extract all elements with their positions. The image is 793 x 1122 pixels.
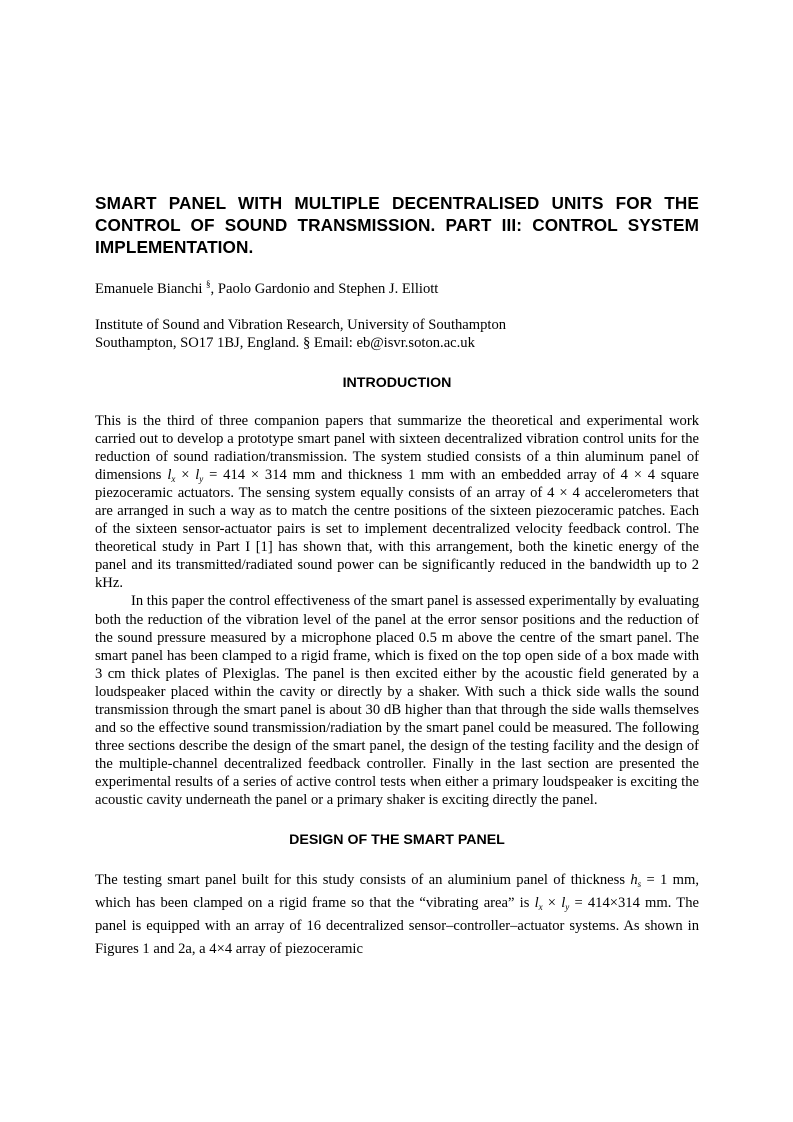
text-run: This is the third of three companion papers that summarize the theoretical and experimental work carried out to develop a prototype smart panel with sixteen decentralized vibration control units for the reduction of sound radiation/transmission. The system studied consists of a thin aluminum panel of dimensions <box>95 413 699 484</box>
author-rest: , Paolo Gardonio and Stephen J. Elliott <box>210 281 439 297</box>
text-run: . The panel is equipped with an array of 16 decentralized sensor–controller–actuator systems. As shown in Figures 1 and 2a, a 4×4 array of piezoceramic <box>95 895 699 958</box>
math-value: = 414×314 mm <box>569 895 668 912</box>
math-value: = 1 mm <box>641 872 696 889</box>
math-subscript: x <box>538 902 543 913</box>
text-run: , which has been clamped on a rigid frame so that the “vibrating area” is <box>95 872 699 912</box>
math-subscript: y <box>199 474 204 485</box>
thickness-formula <box>630 872 695 888</box>
affiliation <box>95 316 699 352</box>
introduction-paragraph-1 <box>95 412 699 592</box>
text-run: The testing smart panel built for this study consists of an aluminium panel of thickness <box>95 872 631 889</box>
math-operator: × <box>175 467 196 484</box>
math-symbol: h <box>630 872 638 889</box>
author-first: Emanuele Bianchi <box>95 281 203 297</box>
math-symbol: l <box>195 467 200 484</box>
paper-page <box>95 192 699 961</box>
text-run: = 414 × 314 mm and thickness 1 mm with an embedded array of 4 × 4 square piezoceramic actuators. The sensing system equally consists of an array of 4 × 4 accelerometers that are arranged in such a way as to match the centre positions of the sixteen piezoceramic patches. Each of the sixteen sensor-actuator pairs is set to implement decentralized velocity feedback control. The theoretical study in Part I [1] has shown that, with this arrangement, both the kinetic energy of the panel and its transmitted/radiated sound power can be significantly reduced in the bandwidth up to 2 kHz. <box>95 467 700 592</box>
design-paragraph-1 <box>95 869 699 961</box>
math-subscript: y <box>565 902 570 913</box>
math-subscript: x <box>171 474 176 485</box>
author-list <box>95 280 699 298</box>
affiliation-line-2: Southampton, SO17 1BJ, England. § Email: eb@isvr.soton.ac.uk <box>95 335 475 351</box>
corresponding-mark: § <box>206 279 211 289</box>
introduction-heading: INTRODUCTION <box>342 375 452 391</box>
dimension-formula <box>167 467 203 483</box>
math-symbol: l <box>167 467 172 484</box>
paper-title: SMART PANEL WITH MULTIPLE DECENTRALISED UNITS FOR THE CONTROL OF SOUND TRANSMISSION. PART III: CONTROL SYSTEM IMPLEMENTATION. <box>95 193 699 257</box>
math-operator: × <box>542 895 562 912</box>
math-subscript: s <box>637 879 642 890</box>
design-heading: DESIGN OF THE SMART PANEL <box>289 832 505 849</box>
math-symbol: l <box>561 895 566 912</box>
math-symbol: l <box>534 895 539 912</box>
area-formula <box>535 895 668 911</box>
introduction-paragraph-2: In this paper the control effectiveness of the smart panel is assessed experimentally by evaluating both the reduction of the vibration level of the panel at the error sensor positions and the reduction of the sound pressure measured by a microphone placed 0.5 m above the centre of the smart panel. The smart panel has been clamped to a rigid frame, which is fixed on the top open side of a box made with 3 cm thick plates of Plexiglas. The panel is then excited either by the acoustic field generated by a loudspeaker placed within the cavity or directly by a shaker. With such a thick side walls the sound transmission through the smart panel is about 30 dB higher than that through the side walls themselves and so the effective sound transmission/radiation by the smart panel could be measured. The following three sections describe the design of the smart panel, the design of the testing facility and the design of the multiple-channel decentralized feedback controller. Finally in the last section are presented the experimental results of a series of active control tests when either a primary loudspeaker is exciting the acoustic cavity underneath the panel or a primary shaker is exciting directly the panel. <box>95 593 699 808</box>
affiliation-line-1: Institute of Sound and Vibration Research, University of Southampton <box>95 317 507 333</box>
